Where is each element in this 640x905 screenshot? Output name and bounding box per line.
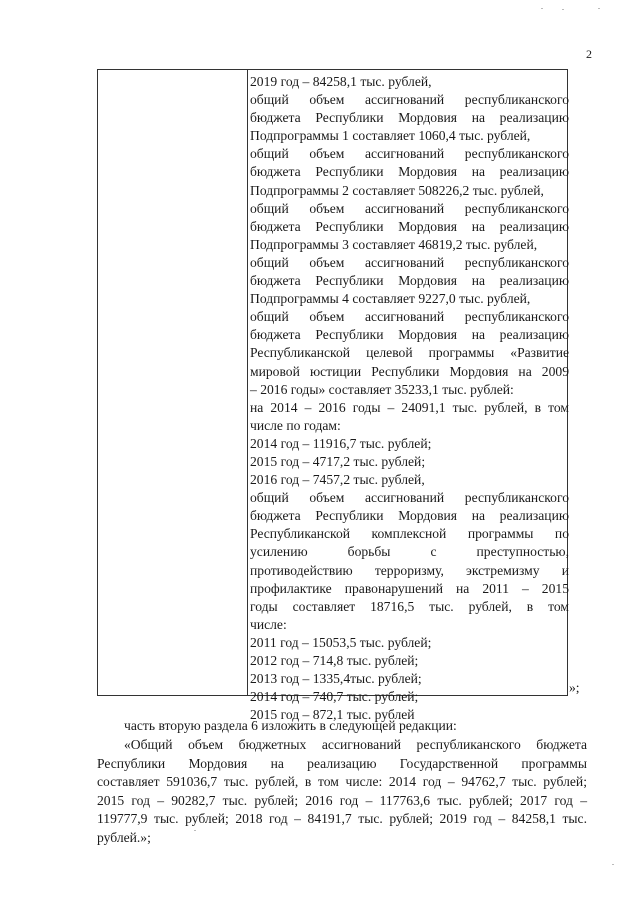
- table-column-divider: [247, 70, 248, 695]
- scan-speck: [612, 864, 614, 865]
- table-line: Подпрограммы 3 составляет 46819,2 тыс. рублей,: [250, 236, 538, 252]
- paragraph-intro: часть вторую раздела 6 изложить в следующей редакции:: [124, 718, 457, 733]
- table-line: 2011 год – 15053,5 тыс. рублей;: [250, 634, 432, 650]
- scan-speck: [598, 8, 600, 9]
- table-line: 2015 год – 4717,2 тыс. рублей;: [250, 453, 426, 469]
- table-line: на 2014 – 2016 годы – 24091,1 тыс. рублей, в том: [250, 399, 569, 415]
- table-line: бюджета Республики Мордовия на реализацию: [250, 164, 569, 180]
- table-line: 2014 год – 11916,7 тыс. рублей;: [250, 435, 432, 451]
- table-line: противодействию терроризму, экстремизму и: [250, 562, 569, 578]
- table-line: усилению борьбы с преступностью,: [250, 544, 569, 560]
- table-line: бюджета Республики Мордовия на реализацию: [250, 508, 569, 524]
- table-line: 2012 год – 714,8 тыс. рублей;: [250, 653, 419, 668]
- table-line: Подпрограммы 4 составляет 9227,0 тыс. рублей,: [250, 291, 531, 307]
- table-line: общий объем ассигнований республиканского: [250, 200, 569, 216]
- paragraph-budget: [97, 736, 587, 848]
- paragraph-line: 2015 год – 90282,7 тыс. рублей; 2016 год – 117763,6 тыс. рублей; 2017 год –: [97, 792, 587, 808]
- table-line: годы составляет 18716,5 тыс. рублей, в том: [250, 598, 569, 614]
- table-line: профилактике правонарушений на 2011 – 2015: [250, 580, 569, 596]
- table-line: 2013 год – 1335,4тыс. рублей;: [250, 671, 422, 687]
- table-line: 2016 год – 7457,2 тыс. рублей,: [250, 472, 425, 488]
- table-line: числе по годам:: [250, 417, 341, 433]
- table-line: числе:: [250, 616, 287, 632]
- paragraph-line: составляет 591036,7 тыс. рублей, в том числе: 2014 год – 94762,7 тыс. рублей;: [97, 774, 587, 790]
- table-line: общий объем ассигнований республиканского: [250, 309, 569, 325]
- table-line: Подпрограммы 1 составляет 1060,4 тыс. рублей,: [250, 128, 531, 144]
- scan-speck: [541, 8, 543, 9]
- page-number: 2: [586, 47, 592, 61]
- table-line: 2015 год – 872,1 тыс. рублей: [250, 707, 415, 723]
- table-line: бюджета Республики Мордовия на реализацию: [250, 273, 569, 289]
- table-line: бюджета Республики Мордовия на реализацию: [250, 327, 569, 343]
- table-line: Республиканской целевой программы «Развитие: [250, 345, 569, 361]
- table-line: бюджета Республики Мордовия на реализацию: [250, 218, 569, 234]
- table-line: общий объем ассигнований республиканского: [250, 490, 569, 506]
- paragraph-line: рублей.»;: [97, 829, 151, 845]
- table-line: бюджета Республики Мордовия на реализацию: [250, 110, 569, 126]
- paragraph-line: «Общий объем бюджетных ассигнований республиканского бюджета: [124, 737, 587, 752]
- table-right-cell: [250, 73, 569, 724]
- table-line: Подпрограммы 2 составляет 508226,2 тыс. рублей,: [250, 182, 544, 198]
- scan-speck: [194, 830, 196, 831]
- table-line: общий объем ассигнований республиканского: [250, 254, 569, 270]
- funding-table: [97, 69, 569, 723]
- table-line: общий объем ассигнований республиканского: [250, 92, 569, 108]
- table-line: – 2016 годы» составляет 35233,1 тыс. рублей:: [250, 381, 514, 397]
- scan-speck: [562, 9, 564, 10]
- table-line: общий объем ассигнований республиканского: [250, 146, 569, 162]
- table-line: 2014 год – 740,7 тыс. рублей;: [250, 689, 419, 705]
- table-close-quote: »;: [569, 680, 580, 695]
- table-line: мировой юстиции Республики Мордовия на 2009: [250, 363, 569, 379]
- table-line: 2019 год – 84258,1 тыс. рублей,: [250, 74, 432, 89]
- table-line: Республиканской комплексной программы по: [250, 526, 569, 542]
- paragraph-line: 119777,9 тыс. рублей; 2018 год – 84191,7 тыс. рублей; 2019 год – 84258,1 тыс.: [97, 811, 587, 827]
- paragraph-line: Республики Мордовия на реализацию Государственной программы: [97, 755, 587, 771]
